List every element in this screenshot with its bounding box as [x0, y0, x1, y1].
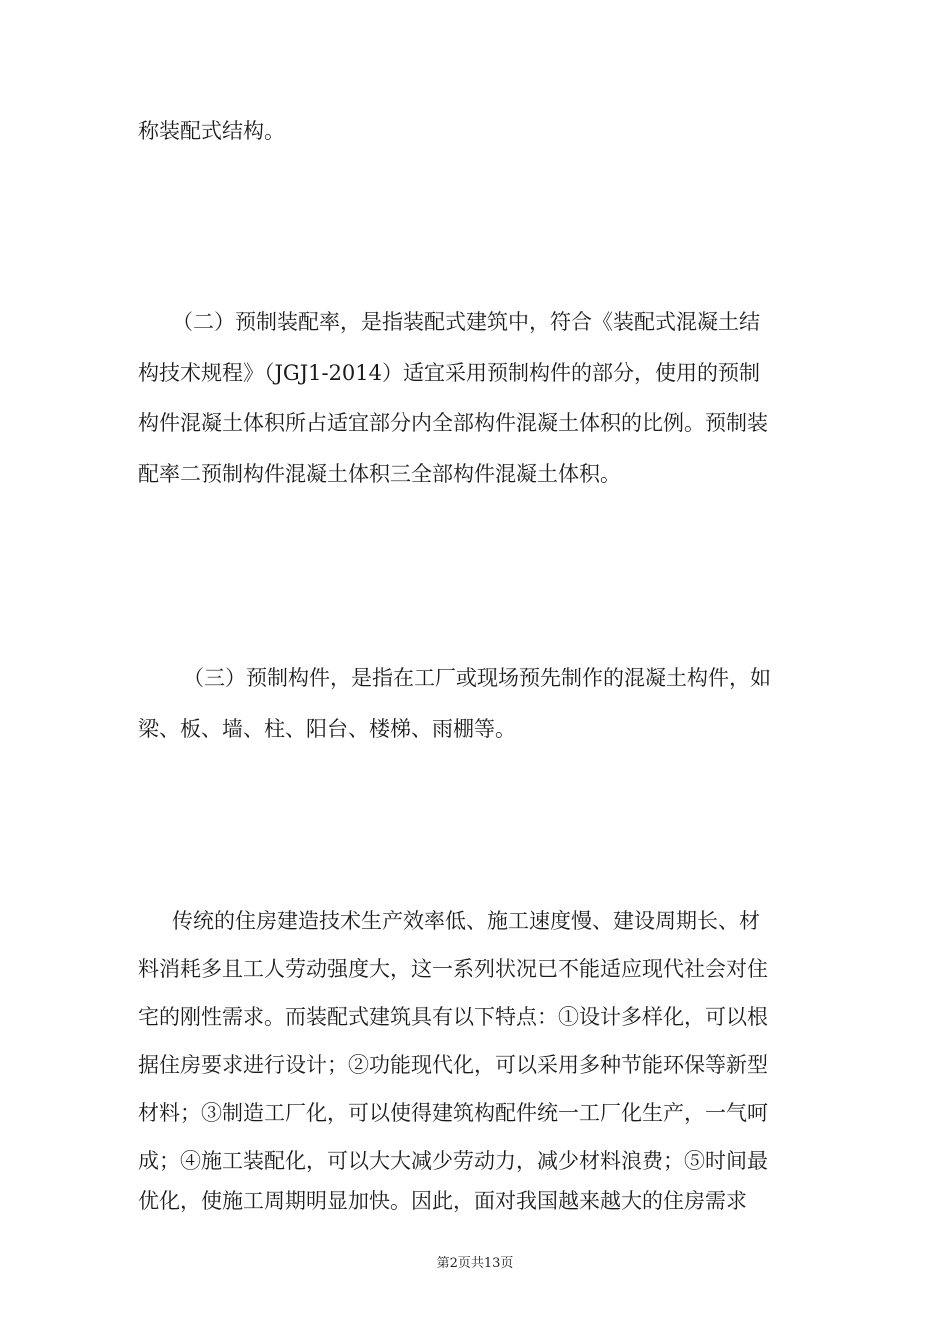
text-line: （三）预制构件，是指在工厂或现场预先制作的混凝土构件，如	[183, 666, 771, 690]
text-line: 宅的刚性需求。而装配式建筑具有以下特点：①设计多样化，可以根	[138, 1005, 768, 1029]
text-line: （二）预制装配率，是指装配式建筑中，符合《装配式混凝土结	[172, 310, 760, 334]
text-line: 成；④施工装配化，可以大大减少劳动力，减少材料浪费；⑤时间最	[138, 1149, 768, 1173]
text-line: 构件混凝土体积所占适宜部分内全部构件混凝土体积的比例。预制装	[138, 411, 768, 435]
text-line: 梁、板、墙、柱、阳台、楼梯、雨棚等。	[138, 717, 516, 741]
text-line: 传统的住房建造技术生产效率低、施工速度慢、建设周期长、材	[172, 909, 760, 933]
text-line: 优化，使施工周期明显加快。因此，面对我国越来越大的住房需求	[138, 1189, 747, 1213]
text-line: 配率二预制构件混凝土体积三全部构件混凝土体积。	[138, 462, 621, 486]
text-line: 构技术规程》（JGJ1-2014）适宜采用预制构件的部分，使用的预制	[138, 361, 761, 385]
text-line: 料消耗多且工人劳动强度大，这一系列状况已不能适应现代社会对住	[138, 957, 768, 981]
page-footer: 第2页共13页	[436, 1256, 514, 1271]
text-line: 据住房要求进行设计；②功能现代化，可以采用多种节能环保等新型	[138, 1053, 768, 1077]
text-line: 材料；③制造工厂化，可以使得建筑构配件统一工厂化生产，一气呵	[138, 1101, 768, 1125]
text-line: 称装配式结构。	[138, 119, 285, 143]
